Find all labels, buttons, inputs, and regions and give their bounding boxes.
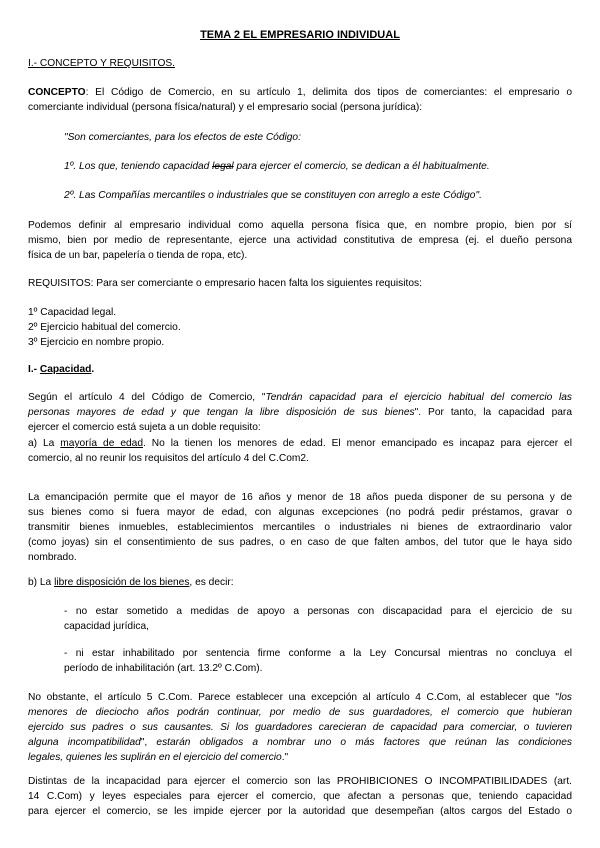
emancipacion-line: transmitir bienes inmuebles, establecimientos mercantiles o industriales ni bienes de extraordinario valor xyxy=(28,522,572,533)
quote-item-1 xyxy=(64,159,572,174)
mayoria-prefix: a) La xyxy=(28,438,61,449)
no-obstante-quote: los xyxy=(558,692,572,703)
quote-item-1-before: 1º. Los que, teniendo capacidad xyxy=(64,161,213,172)
no-obstante-text: No obstante, el artículo 5 C.Com. Parece establecer una excepción al artículo 4 C.Com, al establecer que " xyxy=(28,692,559,703)
libre-heading xyxy=(28,575,572,590)
no-obstante-quote: estarán obligados a nombrar uno o más factores que reúnan las condiciones xyxy=(156,737,573,748)
libre-item-1-line: - no estar sometido a medidas de apoyo a personas con discapacidad para el ejercicio de su xyxy=(64,606,572,617)
libre-prefix: b) La xyxy=(28,577,55,588)
definition-line: Podemos definir al empresario individual como aquella persona física que, en nombre propio, bien por sí xyxy=(28,220,572,231)
mayoria-line-2: comercio, al no reunir los requisitos del artículo 4 del C.Com2. xyxy=(28,453,309,464)
capacidad-quote: Tendrán capacidad para el ejercicio habitual del comercio las xyxy=(265,392,572,403)
capacidad-prefix: I.- xyxy=(28,364,40,375)
quote-item-1-after: para ejercer el comercio, se dedican a él habitualmente. xyxy=(233,161,490,172)
section-heading-concepto: I.- CONCEPTO Y REQUISITOS. xyxy=(28,58,175,69)
no-obstante-text: ." xyxy=(281,752,289,763)
definition-line: física de un bar, papelería o tienda de ropa, etc). xyxy=(28,250,248,261)
definition-line: mismo, bien por medio de representante, ejerce una actividad constitutiva de empresa (ej. el dueño persona xyxy=(28,235,572,246)
capacidad-text: Según el artículo 4 del Código de Comercio, " xyxy=(28,392,266,403)
no-obstante-quote: legales, quienes les suplirán en el ejercicio del comercio xyxy=(28,752,282,763)
emancipacion-paragraph xyxy=(28,490,572,565)
capacidad-text: ejercer el comercio está sujeta a un doble requisito: xyxy=(28,422,261,433)
emancipacion-line: nombrado. xyxy=(28,552,77,563)
libre-item-2-line: período de inhabilitación (art. 13.2º C.Com). xyxy=(64,663,263,674)
no-obstante-quote: alguna incompatibilidad xyxy=(28,737,141,748)
mayoria-paragraph xyxy=(28,421,572,466)
quote-intro: "Son comerciantes, para los efectos de este Código: xyxy=(64,132,301,143)
concept-line-1: : El Código de Comercio, en su artículo 1, delimita dos tipos de comerciantes: el empresario o xyxy=(85,87,572,98)
concept-label: CONCEPTO xyxy=(28,87,86,98)
capacidad-text: ". Por tanto, la capacidad para xyxy=(414,407,572,418)
capacidad-quote: personas mayores de edad y que tengan la libre disposición de sus bienes xyxy=(28,407,415,418)
no-obstante-quote: menores de dieciocho años podrán continuar, por medio de sus guardadores, el comercio que hubieran xyxy=(28,707,572,718)
libre-item-1-line: capacidad jurídica, xyxy=(64,621,149,632)
mayoria-label: mayoría de edad xyxy=(60,438,143,449)
libre-item-2 xyxy=(64,646,572,676)
emancipacion-line: La emancipación permite que el mayor de 16 años y menor de 18 años pueda disponer de su persona y de xyxy=(28,492,572,503)
no-obstante-text: ", xyxy=(140,737,157,748)
document-title: TEMA 2 EL EMPRESARIO INDIVIDUAL xyxy=(200,29,400,41)
quote-item-1-struck: legal xyxy=(212,161,234,172)
distintas-line: para ejercer el comercio, se les impide ejercer por la autoridad que desempeñan (altos cargos del Estado o xyxy=(28,806,572,817)
requisito-item: 3º Ejercicio en nombre propio. xyxy=(28,337,165,348)
emancipacion-line: sus bienes como si fuera mayor de edad, con algunas excepciones (no podrá pedir préstamos, gravar o xyxy=(28,507,572,518)
mayoria-line-1: . No la tienen los menores de edad. El menor emancipado es incapaz para ejercer el xyxy=(143,438,572,449)
libre-item-2-line: - ni estar inhabilitado por sentencia firme conforme a la Ley Concursal mientras no concluya el xyxy=(64,648,572,659)
capacidad-label: Capacidad xyxy=(39,364,92,375)
definition-paragraph xyxy=(28,218,572,263)
libre-item-1 xyxy=(64,604,572,634)
distintas-paragraph xyxy=(28,774,572,819)
libre-label: libre disposición de los bienes xyxy=(54,577,190,588)
requisito-item: 2º Ejercicio habitual del comercio. xyxy=(28,322,181,333)
section-heading-capacidad xyxy=(28,362,572,377)
concept-paragraph xyxy=(28,85,572,115)
requisitos-list xyxy=(28,305,572,350)
no-obstante-quote: ejercido sus padres o sus causantes. Si los guardadores carecieran de capacidad para comerciar, o tuvieren xyxy=(28,722,572,733)
libre-suffix: , es decir: xyxy=(189,577,234,588)
distintas-line: Distintas de la incapacidad para ejercer el comercio son las PROHIBICIONES O INCOMPATIBILIDADES (art. xyxy=(28,776,572,787)
capacidad-suffix: . xyxy=(91,364,95,375)
distintas-line: 14 C.Com) y leyes especiales para ejercer el comercio, que afectan a personas que, teniendo capacidad xyxy=(28,791,572,802)
quote-item-2: 2º. Las Compañías mercantiles o industriales que se constituyen con arreglo a este Código". xyxy=(64,190,482,201)
concept-line-2: comerciante individual (persona física/natural) y el empresario social (persona jurídica): xyxy=(28,102,423,113)
requisito-item: 1º Capacidad legal. xyxy=(28,307,117,318)
emancipacion-line: (como joyas) sin el consentimiento de sus padres, o en caso de que falten ambos, del tutor que le haya sido xyxy=(28,537,572,548)
requisitos-intro: REQUISITOS: Para ser comerciante o empresario hacen falta los siguientes requisitos: xyxy=(28,278,422,289)
no-obstante-paragraph xyxy=(28,690,572,765)
